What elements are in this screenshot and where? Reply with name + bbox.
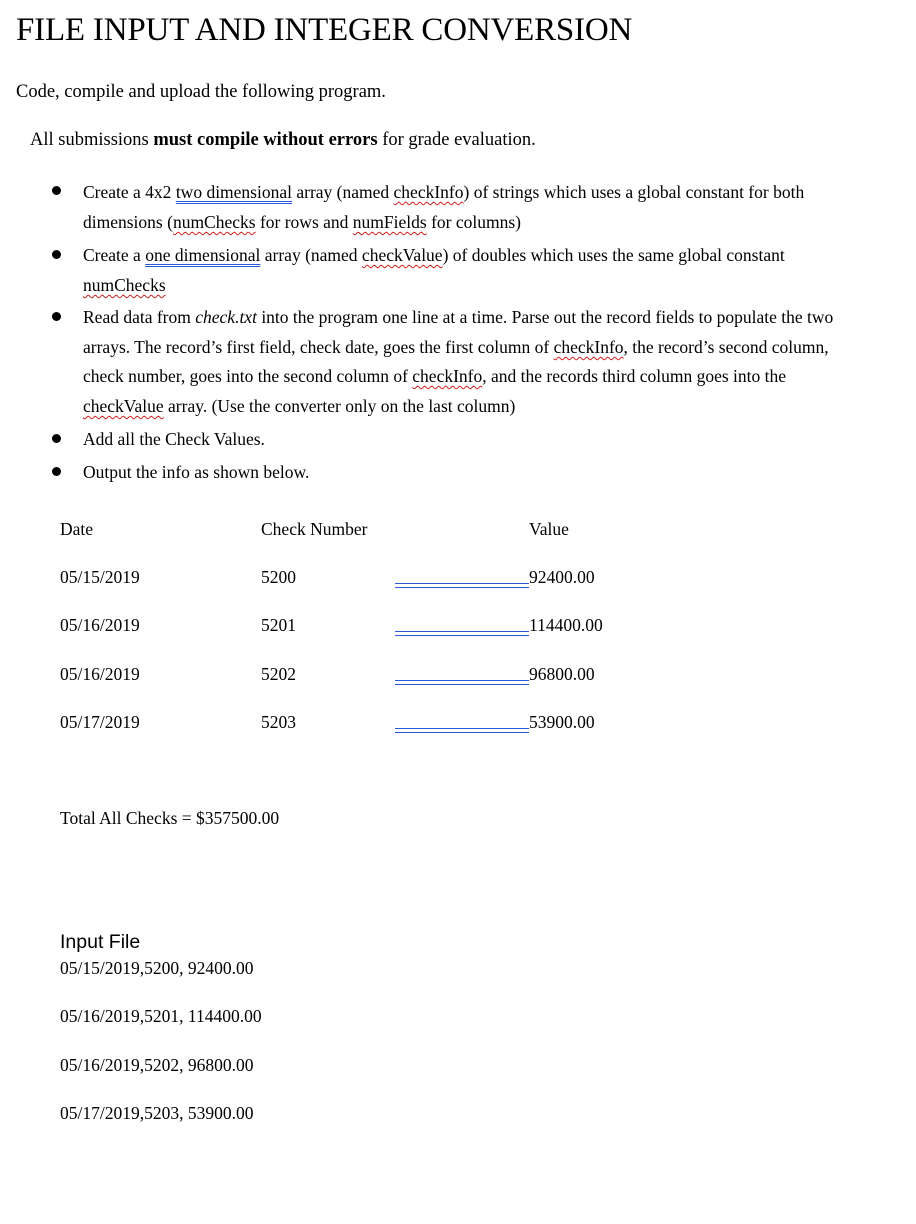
bullet-4-line-1: Add all the Check Values.	[83, 429, 265, 449]
spelling-flagged-text: checkInfo	[412, 366, 483, 386]
grammar-underline	[395, 680, 529, 685]
spelling-flagged-text: checkValue	[361, 245, 443, 265]
text-run: for rows and	[255, 212, 353, 232]
bullet-icon	[52, 434, 61, 443]
input-file-heading: Input File	[60, 931, 141, 953]
intro-paragraph: Code, compile and upload the following program.	[16, 82, 386, 102]
grammar-underline	[395, 631, 529, 636]
spelling-flagged-text: numChecks	[83, 275, 166, 295]
header-check-number: Check Number	[261, 519, 368, 539]
table-row-value: 114400.00	[529, 615, 603, 635]
submissions-paragraph	[30, 128, 536, 152]
table-row-date: 05/16/2019	[60, 615, 140, 635]
total-line: Total All Checks = $357500.00	[60, 808, 280, 828]
input-file-line: 05/16/2019,5201, 114400.00	[60, 1006, 262, 1026]
table-row-date: 05/16/2019	[60, 664, 140, 684]
grammar-flagged-text: two dimensional	[175, 182, 292, 202]
italic-filename: check.txt	[195, 307, 257, 327]
bullet-1-line-1	[83, 180, 804, 204]
grammar-flagged-text: one dimensional	[145, 245, 261, 265]
table-row-value: 92400.00	[529, 567, 595, 587]
table-row-number: 5202	[261, 664, 296, 684]
header-value: Value	[529, 519, 569, 539]
text-run: into the program one line at a time. Parse out the record fields to populate the two	[256, 307, 834, 327]
text-run: arrays. The record’s first field, check date, goes the first column of	[83, 337, 554, 357]
bullet-icon	[52, 250, 61, 259]
text-run: array (named	[260, 245, 362, 265]
bullet-3-line-2	[83, 335, 829, 359]
input-file-line: 05/15/2019,5200, 92400.00	[60, 958, 254, 978]
bullet-3-line-1	[83, 305, 833, 329]
table-row-number: 5203	[261, 712, 296, 732]
spelling-flagged-text: numChecks	[172, 212, 256, 232]
bullet-5-line-1: Output the info as shown below.	[83, 462, 310, 482]
spelling-flagged-text: numFields	[352, 212, 427, 232]
text-run: , and the records third column goes into the	[482, 366, 786, 386]
grammar-underline	[395, 583, 529, 588]
bullet-3-line-3	[83, 364, 786, 388]
bullet-icon	[52, 467, 61, 476]
text-run: Read data from	[83, 307, 196, 327]
table-row-date: 05/17/2019	[60, 712, 140, 732]
spelling-flagged-text: checkInfo	[393, 182, 464, 202]
table-row-date: 05/15/2019	[60, 567, 140, 587]
bullet-icon	[52, 186, 61, 195]
bullet-3-line-4	[83, 394, 515, 418]
bullet-2-line-1	[83, 243, 785, 267]
text-run: Create a 4x2	[83, 182, 176, 202]
bullet-2-line-2	[83, 273, 166, 297]
spelling-flagged-text: checkValue	[83, 396, 164, 416]
table-row-value: 53900.00	[529, 712, 595, 732]
text-run: Create a	[83, 245, 146, 265]
submissions-text-after: for grade evaluation.	[377, 130, 536, 150]
table-row-value: 96800.00	[529, 664, 595, 684]
spelling-flagged-text: checkInfo	[553, 337, 624, 357]
text-run: for columns)	[426, 212, 521, 232]
text-run: dimensions (	[83, 212, 173, 232]
bullet-1-line-2	[83, 210, 521, 234]
input-file-line: 05/16/2019,5202, 96800.00	[60, 1055, 254, 1075]
submissions-text-before: All submissions	[30, 130, 154, 150]
input-file-line: 05/17/2019,5203, 53900.00	[60, 1103, 254, 1123]
submissions-bold-text: must compile without errors	[153, 130, 378, 150]
bullet-icon	[52, 312, 61, 321]
document-title: FILE INPUT AND INTEGER CONVERSION	[16, 12, 633, 48]
grammar-underline	[395, 728, 529, 733]
text-run: array. (Use the converter only on the last column)	[163, 396, 516, 416]
text-run: array (named	[291, 182, 394, 202]
text-run: , the record’s second column,	[623, 337, 829, 357]
text-run: ) of doubles which uses the same global constant	[442, 245, 785, 265]
text-run: ) of strings which uses a global constant for both	[463, 182, 805, 202]
header-date: Date	[60, 519, 94, 539]
table-row-number: 5201	[261, 615, 296, 635]
text-run: check number, goes into the second column of	[83, 366, 413, 386]
table-row-number: 5200	[261, 567, 296, 587]
